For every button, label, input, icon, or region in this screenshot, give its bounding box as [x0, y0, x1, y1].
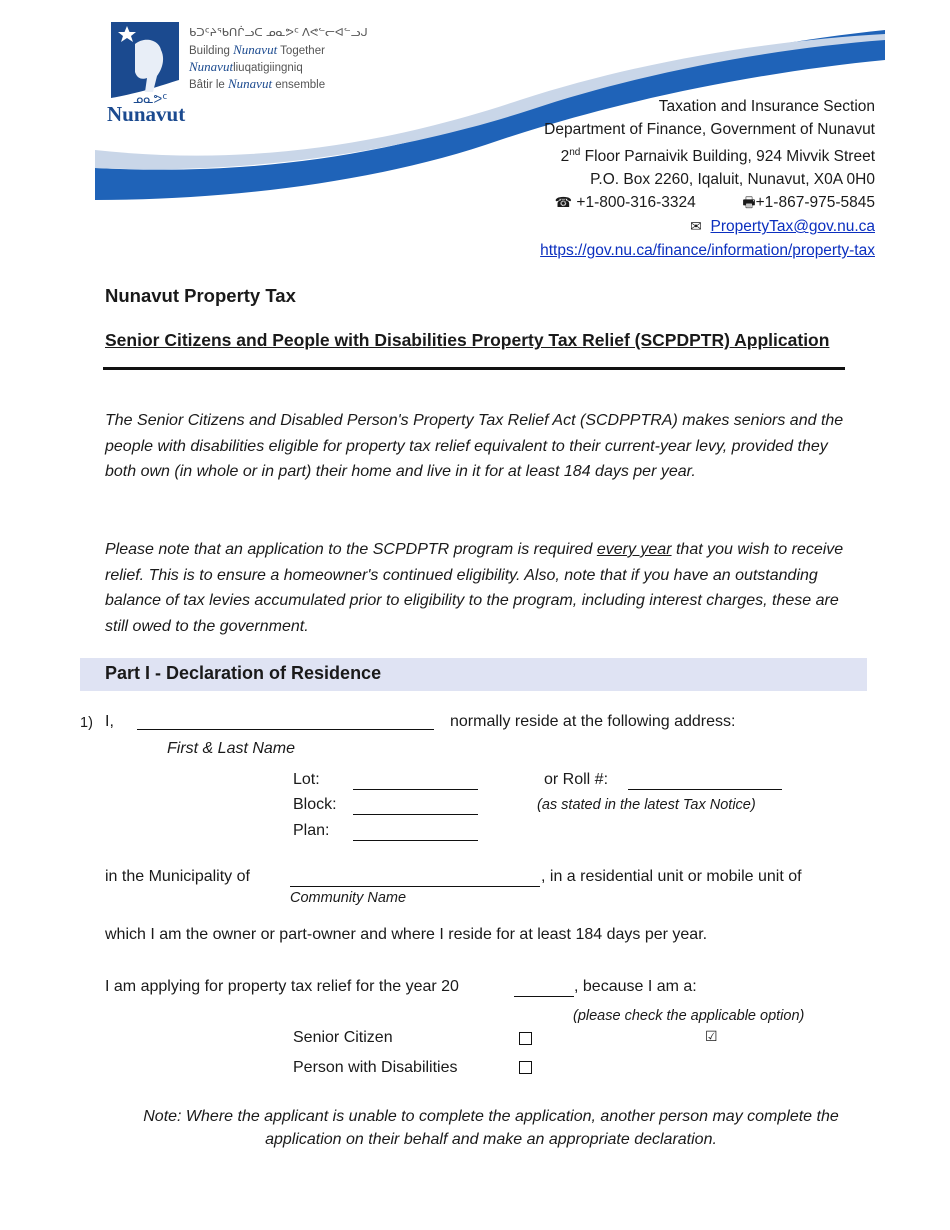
phone-icon: ☎: [554, 195, 573, 212]
municipality-after: , in a residential unit or mobile unit of: [541, 868, 802, 885]
contact-address: 2nd Floor Parnaivik Building, 924 Mivvik Street: [560, 147, 875, 166]
contact-section: Taxation and Insurance Section: [658, 98, 875, 115]
email-link[interactable]: PropertyTax@gov.nu.ca: [710, 218, 875, 236]
name-input-line[interactable]: [137, 729, 434, 730]
plan-input-line[interactable]: [353, 840, 478, 841]
item-number: 1): [80, 715, 93, 731]
year-input-line[interactable]: [514, 996, 574, 997]
i-label: I,: [105, 713, 114, 730]
document-title: Nunavut Property Tax: [105, 285, 296, 306]
tagline-french: Bâtir le Nunavut ensemble: [189, 76, 326, 91]
year-label: I am applying for property tax relief for the year 20: [105, 978, 459, 995]
part1-title: Part I - Declaration of Residence: [105, 663, 382, 683]
phone-number: +1-800-316-3324: [576, 194, 696, 212]
year-after: , because I am a:: [574, 978, 697, 995]
option-disabilities-label: Person with Disabilities: [293, 1059, 458, 1076]
nunavut-logo: [105, 22, 368, 132]
roll-input-line[interactable]: [628, 789, 782, 790]
reside-text: normally reside at the following address:: [450, 713, 736, 730]
tagline-inuinnaqtun: Nunavutliuqatigiingniq: [189, 59, 303, 74]
roll-caption: (as stated in the latest Tax Notice): [537, 797, 756, 813]
tagline-syllabics: ᑲᑐᑦᔨᖃᑎᒌᓗᑕ ᓄᓇᕗᑦ ᐱᕙᓪᓕᐊᓪᓗᒍ: [189, 27, 368, 39]
lot-input-line[interactable]: [353, 789, 478, 790]
disabilities-checkbox[interactable]: [519, 1061, 532, 1074]
applicant-note: Note: Where the applicant is unable to complete the application, another person may complete the application on their behalf and make an appropriate declaration.: [143, 1108, 839, 1148]
contact-department: Department of Finance, Government of Nunavut: [544, 121, 875, 138]
logo-wordmark: Nunavut: [107, 102, 186, 126]
email-icon: ✉: [690, 219, 702, 236]
block-input-line[interactable]: [353, 814, 478, 815]
intro-paragraph-2: Please note that an application to the SCPDPTR program is required every year that you wish to receive relief. This is to ensure a homeowner's continued eligibility. Also, note that if you have an outstanding balance of tax levies accumulated prior to eligibility to the program, including interest charges, these are still owed to the government.: [105, 541, 844, 635]
logo-syllabics: ᓄᓇᕗᑦ: [133, 92, 168, 106]
every-year-emphasis: every year: [596, 541, 672, 558]
senior-checkbox[interactable]: [519, 1032, 532, 1045]
name-caption: First & Last Name: [167, 740, 296, 757]
municipality-label: in the Municipality of: [105, 868, 250, 885]
fax-number: +1-867-975-5845: [755, 194, 875, 212]
intro-paragraph-1: The Senior Citizens and Disabled Person's Property Tax Relief Act (SCDPPTRA) makes seniors and the people with disabilities eligible for property tax relief equivalent to their current-year levy, provided they both own (in whole or in part) their home and live in it for at least 184 days per year.: [105, 412, 844, 480]
community-caption: Community Name: [290, 890, 407, 906]
part1-header: [80, 658, 867, 691]
contact-phones: [540, 191, 875, 215]
checked-sample-icon: ☑: [705, 1029, 718, 1045]
contact-email-row: [540, 215, 875, 239]
contact-block: [540, 95, 875, 262]
owner-statement: which I am the owner or part-owner and where I reside for at least 184 days per year.: [105, 926, 708, 943]
application-title: Senior Citizens and People with Disabilities Property Tax Relief (SCPDPTR) Application: [105, 330, 830, 350]
roll-label: or Roll #:: [544, 771, 609, 788]
tagline-english: Building Nunavut Together: [189, 42, 325, 57]
option-senior-label: Senior Citizen: [293, 1029, 393, 1046]
check-caption: (please check the applicable option): [573, 1008, 805, 1024]
lot-label: Lot:: [293, 771, 320, 788]
block-label: Block:: [293, 796, 337, 813]
plan-label: Plan:: [293, 822, 330, 839]
contact-po-box: P.O. Box 2260, Iqaluit, Nunavut, X0A 0H0: [590, 171, 875, 189]
municipality-input-line[interactable]: [290, 886, 540, 887]
title-divider: [103, 367, 845, 370]
website-link[interactable]: https://gov.nu.ca/finance/information/property-tax: [540, 242, 875, 260]
fax-icon: 🖶: [742, 195, 756, 212]
